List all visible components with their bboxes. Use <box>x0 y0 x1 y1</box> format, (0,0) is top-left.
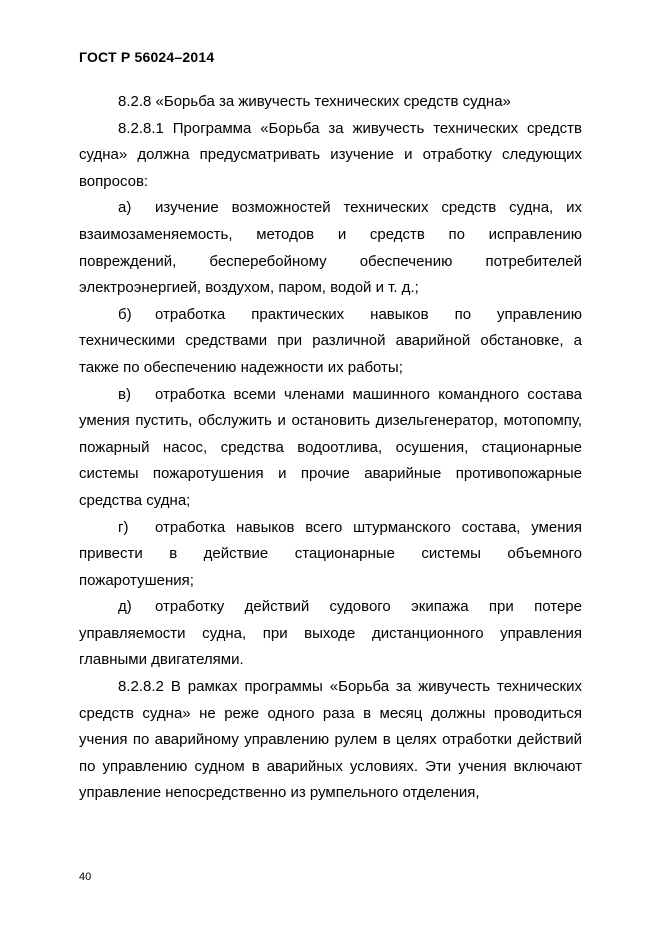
list-marker: б) <box>118 305 132 323</box>
document-header: ГОСТ Р 56024–2014 <box>79 49 215 65</box>
page-number: 40 <box>79 871 92 883</box>
list-item-text: отработку действий судового экипажа при потере управляемости судна, при выходе дистанционного управления главными двигателями. <box>79 598 582 669</box>
section-heading <box>79 89 582 116</box>
list-item <box>79 195 582 301</box>
list-marker: д) <box>118 598 132 616</box>
paragraph-text: 8.2.8 «Борьба за живучесть технических средств судна» <box>118 93 511 110</box>
list-item <box>79 382 582 515</box>
paragraph-text: 8.2.8.2 В рамках программы «Борьба за живучесть технических средств судна» не реже одного раза в месяц должны проводиться учения по аварийному управлению рулем в целях отработки действий по управлению судном в аварийных условиях. Эти учения включают управление непосредственно из румпельного отделения, <box>79 678 582 802</box>
paragraph-text: 8.2.8.1 Программа «Борьба за живучесть технических средств судна» должна предусматривать изучение и отработку следующих вопросов: <box>79 119 582 190</box>
list-marker: г) <box>118 518 129 536</box>
paragraph <box>79 674 582 807</box>
list-item <box>79 515 582 595</box>
list-item-text: отработка навыков всего штурманского состава, умения привести в действие стационарные системы объемного пожаротушения; <box>79 518 582 589</box>
list-item-text: изучение возможностей технических средств судна, их взаимозаменяемость, методов и средств по исправлению повреждений, бесперебойному обеспечению потребителей электроэнергией, воздухом, паром, водой и т. д.; <box>79 199 582 297</box>
list-marker: а) <box>118 199 132 217</box>
list-marker: в) <box>118 385 131 403</box>
list-item-text: отработка практических навыков по управлению техническими средствами при различной аварийной обстановке, а также по обеспечению надежности их работы; <box>79 305 582 376</box>
document-body <box>79 89 582 807</box>
list-item <box>79 302 582 382</box>
paragraph <box>79 116 582 196</box>
list-item <box>79 594 582 674</box>
list-item-text: отработка всеми членами машинного командного состава умения пустить, обслужить и остановить дизельгенератор, мотопомпу, пожарный насос, средства водоотлива, осушения, стационарные системы пожаротушения и прочие аварийные противопожарные средства судна; <box>79 385 582 509</box>
